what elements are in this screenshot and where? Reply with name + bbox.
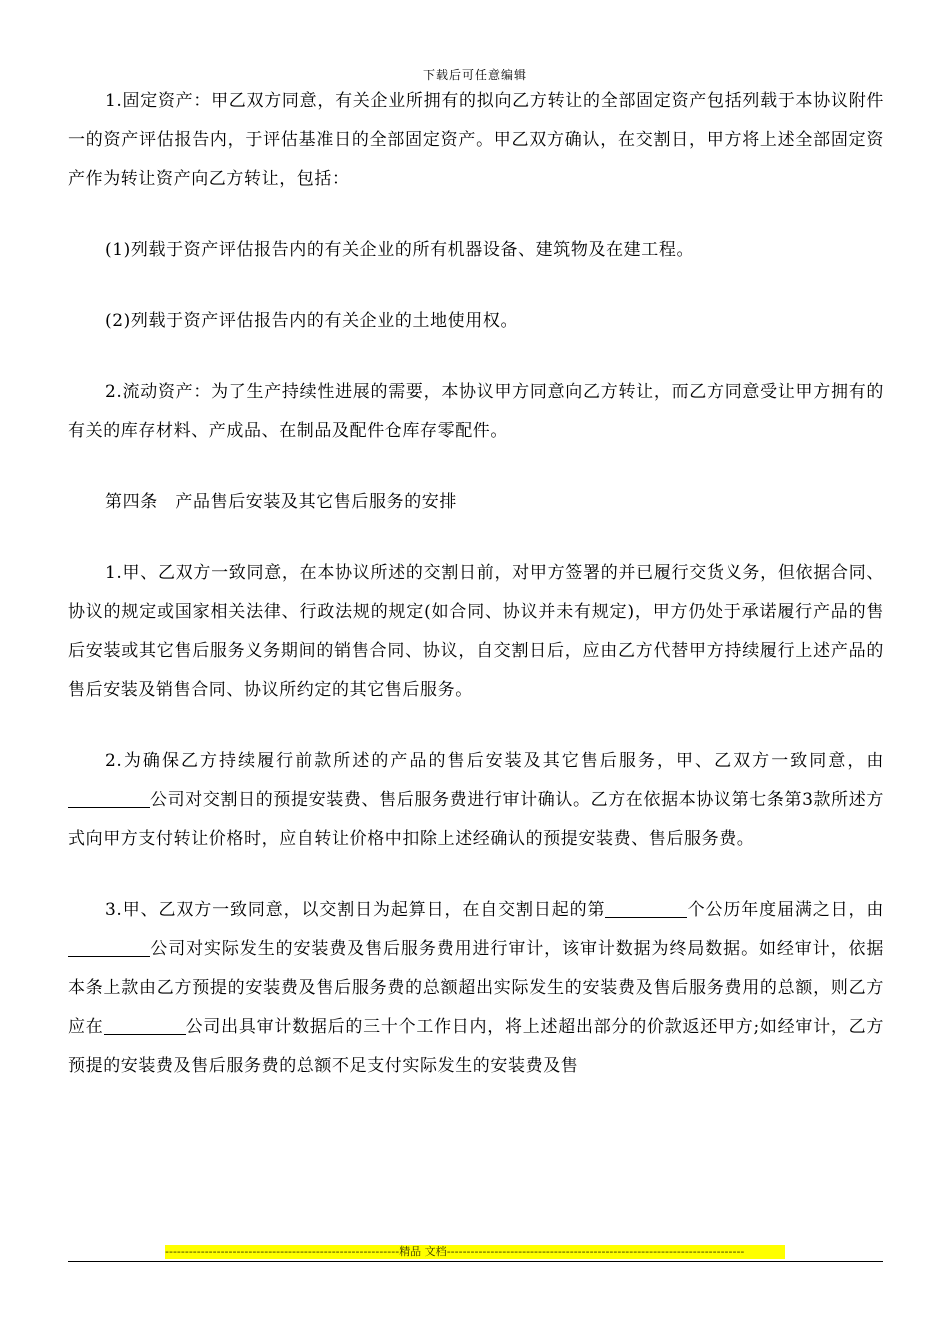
footer-label: 精品 文档 [399,1245,447,1258]
paragraph-article4-clause1: 1.甲、乙双方一致同意，在本协议所述的交割日前，对甲方签署的并已履行交货义务，但依据合同、协议的规定或国家相关法律、行政法规的规定(如合同、协议并未有规定)，甲方仍处于承诺履行产品的售后安装或其它售后服务义务期间的销售合同、协议，自交割日后，应由乙方代替甲方持续履行上述产品的售后安装及销售合同、协议所约定的其它售后服务。 [68,563,884,700]
blank-field-auditor-3[interactable] [104,1017,186,1035]
paragraph-article4-clause2 [68,742,884,859]
clause3-text-d: 公司出具审计数据后的三十个工作日内，将上述超出部分的价款返还甲方;如经审计，乙方预提的安装费及售后服务费的总额不足支付实际发生的安装费及售 [68,1017,884,1076]
clause2-text-b: 公司对交割日的预提安装费、售后服务费进行审计确认。乙方在依据本协议第七条第3款所述方式向甲方支付转让价格时，应自转让价格中扣除上述经确认的预提安装费、售后服务费。 [68,790,884,849]
clause3-text-b: 个公历年度届满之日，由 [687,900,884,920]
paragraph-fixed-assets: 1.固定资产：甲乙双方同意，有关企业所拥有的拟向乙方转让的全部固定资产包括列载于本协议附件一的资产评估报告内，于评估基准日的全部固定资产。甲乙双方确认，在交割日，甲方将上述全部固定资产作为转让资产向乙方转让，包括： [68,91,884,189]
paragraph-fixed-assets-item-2: (2)列载于资产评估报告内的有关企业的土地使用权。 [105,311,519,331]
clause2-text-a: 2.为确保乙方持续履行前款所述的产品的售后安装及其它售后服务，甲、乙双方一致同意，由 [105,751,884,771]
article-four-heading: 第四条 产品售后安装及其它售后服务的安排 [105,492,457,512]
paragraph-article4-clause3 [68,891,884,1086]
document-body [68,82,884,1086]
paragraph-current-assets: 2.流动资产：为了生产持续性进展的需要，本协议甲方同意向乙方转让，而乙方同意受让甲方拥有的有关的库存材料、产成品、在制品及配件仓库存零配件。 [68,382,884,441]
footer-rule [68,1261,883,1262]
header-note: 下载后可任意编辑 [422,68,527,82]
blank-field-auditor-1[interactable] [68,790,150,808]
footer-dashes-left: ----------------------------------------------------------- [165,1245,400,1258]
clause3-text-c: 公司对实际发生的安装费及售后服务费用进行审计，该审计数据为终局数据。如经审计，依据本条上款由乙方预提的安装费及售后服务费的总额超出实际发生的安装费及售后服务费用的总额，则乙方应在 [68,939,884,1037]
footer-highlight-band [165,1245,785,1259]
blank-field-auditor-2[interactable] [68,939,150,957]
footer-dashes-right: --------------------------------------------------------------------------- [446,1245,745,1258]
blank-field-year-count[interactable] [605,900,687,918]
clause3-text-a: 3.甲、乙双方一致同意，以交割日为起算日，在自交割日起的第 [105,900,606,920]
paragraph-fixed-assets-item-1: (1)列载于资产评估报告内的有关企业的所有机器设备、建筑物及在建工程。 [105,240,695,260]
